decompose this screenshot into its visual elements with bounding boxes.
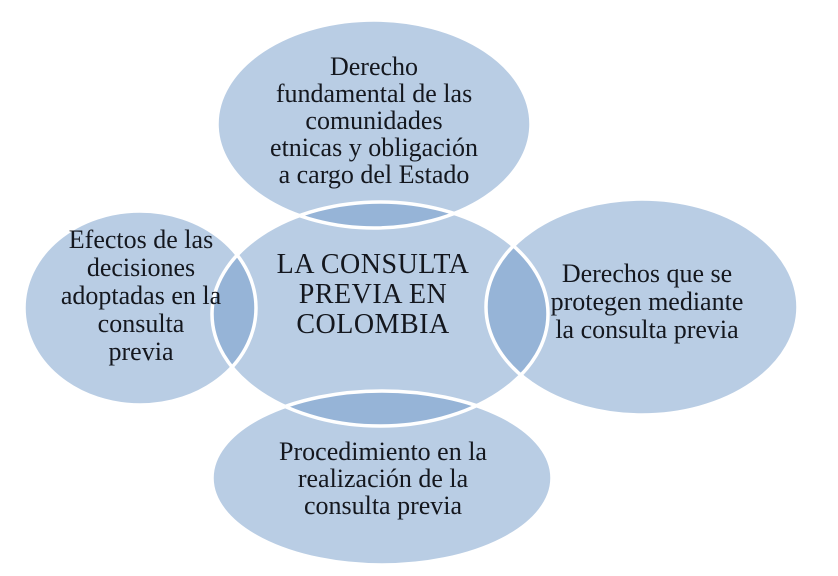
label-line: etnicas y obligación	[270, 133, 478, 162]
label-line: previa	[108, 337, 174, 366]
label-line: protegen mediante	[550, 287, 744, 316]
label-line: PREVIA EN	[298, 279, 448, 310]
label-line: Derechos que se	[561, 259, 733, 288]
bottom-node-label	[213, 438, 553, 519]
label-line: comunidades	[305, 106, 443, 135]
label-line: COLOMBIA	[296, 309, 450, 340]
label-line: consulta previa	[303, 491, 463, 520]
label-line: Derecho	[329, 52, 419, 81]
label-line: a cargo del Estado	[278, 160, 470, 189]
label-line: decisiones	[86, 253, 196, 282]
label-line: Procedimiento en la	[279, 437, 487, 466]
label-line: la consulta previa	[555, 315, 739, 344]
label-line: LA CONSULTA	[276, 249, 470, 280]
center-node-label	[213, 250, 533, 340]
label-line: adoptadas en la	[60, 281, 222, 310]
label-line: consulta	[97, 309, 185, 338]
label-line: fundamental de las	[275, 79, 473, 108]
top-node-label	[204, 53, 544, 188]
right-node-label	[497, 260, 797, 344]
label-line: Efectos de las	[68, 225, 214, 254]
label-line: realización de la	[297, 464, 469, 493]
